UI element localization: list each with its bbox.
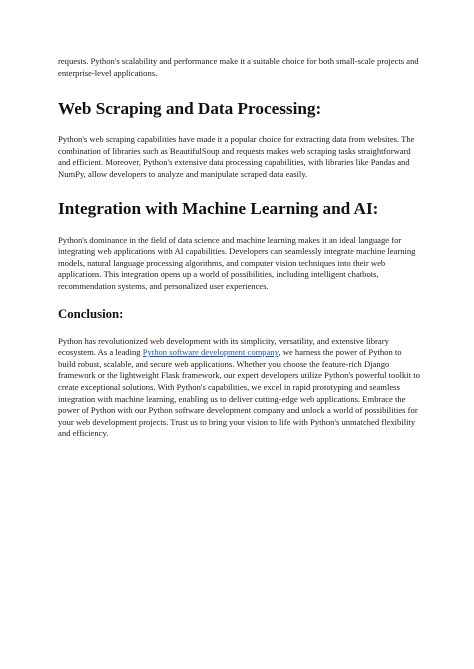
conclusion-text-after-link: , we harness the power of Python to build robust, scalable, and secure web applications. Whether you choose the feature-rich Django framework or the lightweight Flask framework, our expert developers utilize Python's powerful toolkit to create exceptional solutions. With Python's capabilities, we excel in rapid prototyping and seamless integration with machine learning, enabling us to deliver cutting-edge web applications. Embrace the power of Python with our Python software development company and unlock a world of possibilities for your web development projects. Trust us to bring your vision to life with Python's unmatched flexibility and efficiency. xyxy=(58,347,420,439)
heading-conclusion: Conclusion: xyxy=(58,306,124,321)
paragraph-machine-learning: Python's dominance in the field of data science and machine learning makes it an ideal language for integrating web applications with AI capabilities. Developers can seamlessly integrate machine learning models, natural language processing algorithms, and computer vision techniques into their web applications. This integration opens up a world of possibilities, including intelligent chatbots, recommendation systems, and personalized user experiences. xyxy=(58,234,416,291)
conclusion-text-before-link: Python has revolutionized web development with its simplicity, versatility, and extensive library ecosystem. As a leading xyxy=(58,335,389,358)
paragraph-web-scraping: Python's web scraping capabilities have made it a popular choice for extracting data from websites. The combination of libraries such as BeautifulSoup and requests makes web scraping tasks straightforward and efficient. Moreover, Python's extensive data processing capabilities, with libraries like Pandas and NumPy, allow developers to analyze and manipulate scraped data easily. xyxy=(58,134,415,179)
heading-web-scraping: Web Scraping and Data Processing: xyxy=(58,99,322,119)
intro-paragraph: requests. Python's scalability and performance make it a suitable choice for both small-scale projects and enterprise-level applications. xyxy=(58,56,419,78)
python-software-development-company-link[interactable]: Python software development company xyxy=(142,347,279,358)
document-content xyxy=(58,56,420,440)
heading-machine-learning: Integration with Machine Learning and AI: xyxy=(58,198,379,218)
paragraph-conclusion xyxy=(58,336,420,440)
